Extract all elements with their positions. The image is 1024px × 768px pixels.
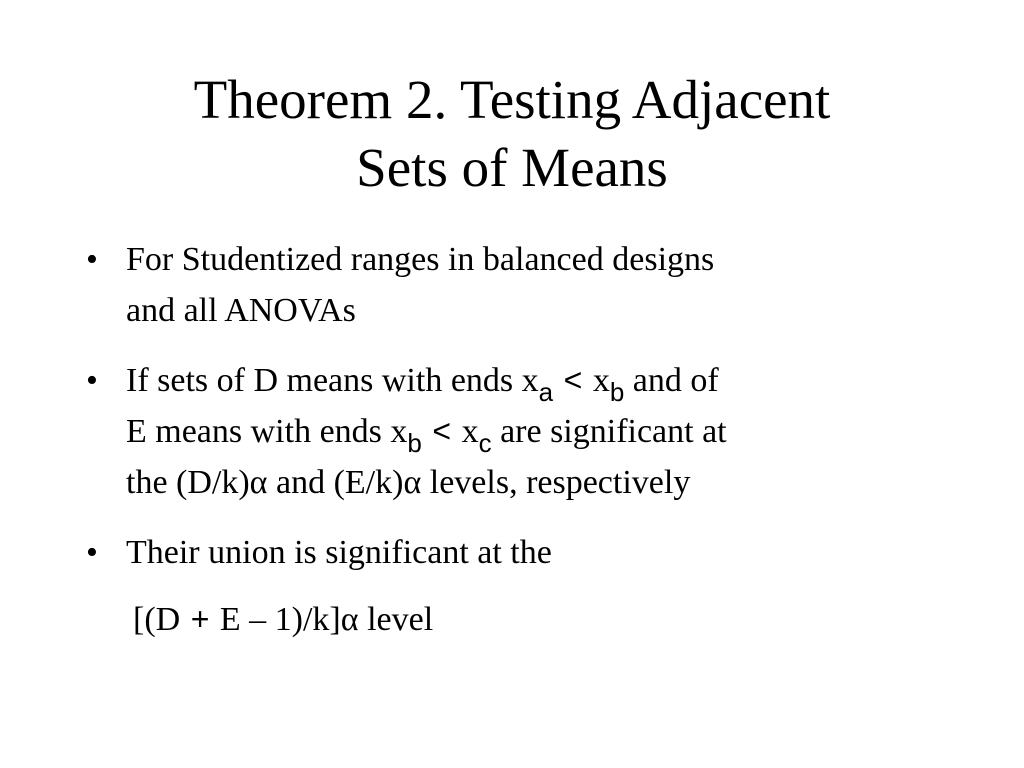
bullet-3-line-1: Their union is significant at the bbox=[126, 534, 552, 571]
bullet-text-2 bbox=[126, 355, 727, 508]
bullet-2-line-2-text-c: are significant at bbox=[491, 413, 727, 450]
bullet-2-line-1 bbox=[126, 355, 727, 406]
slide-title bbox=[0, 66, 1024, 202]
title-line-2: Sets of Means bbox=[356, 137, 668, 198]
bullet-2-line-1-text-c: and of bbox=[624, 362, 719, 399]
bullet-icon: • bbox=[86, 362, 98, 399]
bullet-2-line-1-text-a: If sets of D means with ends x bbox=[126, 362, 539, 399]
bullet-2-line-3: the (D/k)α and (E/k)α levels, respectively bbox=[126, 464, 691, 501]
plus-operator: + bbox=[190, 601, 210, 637]
subscript-b: b bbox=[407, 428, 422, 458]
less-than-operator: < bbox=[563, 362, 583, 398]
level-formula-part-b: E – 1)/k]α level bbox=[219, 601, 434, 638]
level-formula bbox=[133, 594, 433, 645]
level-formula-part-a: [(D bbox=[133, 601, 181, 638]
bullet-icon: • bbox=[86, 534, 98, 571]
bullet-1-line-2: and all ANOVAs bbox=[126, 292, 356, 329]
title-line-1: Theorem 2. Testing Adjacent bbox=[193, 69, 831, 130]
bullet-2-line-2 bbox=[126, 406, 727, 457]
bullet-text-1 bbox=[126, 234, 714, 336]
less-than-operator: < bbox=[432, 413, 452, 449]
bullet-2-line-2-text-a: E means with ends x bbox=[126, 413, 408, 450]
bullet-2-line-1-text-b: x bbox=[592, 362, 610, 399]
subscript-b: b bbox=[609, 377, 625, 407]
subscript-a: a bbox=[538, 377, 554, 407]
bullet-text-3 bbox=[126, 527, 552, 578]
bullet-icon: • bbox=[86, 241, 98, 278]
subscript-c: c bbox=[478, 428, 492, 458]
bullet-1-line-1: For Studentized ranges in balanced designs bbox=[126, 241, 715, 278]
bullet-2-line-2-text-b: x bbox=[461, 413, 479, 450]
